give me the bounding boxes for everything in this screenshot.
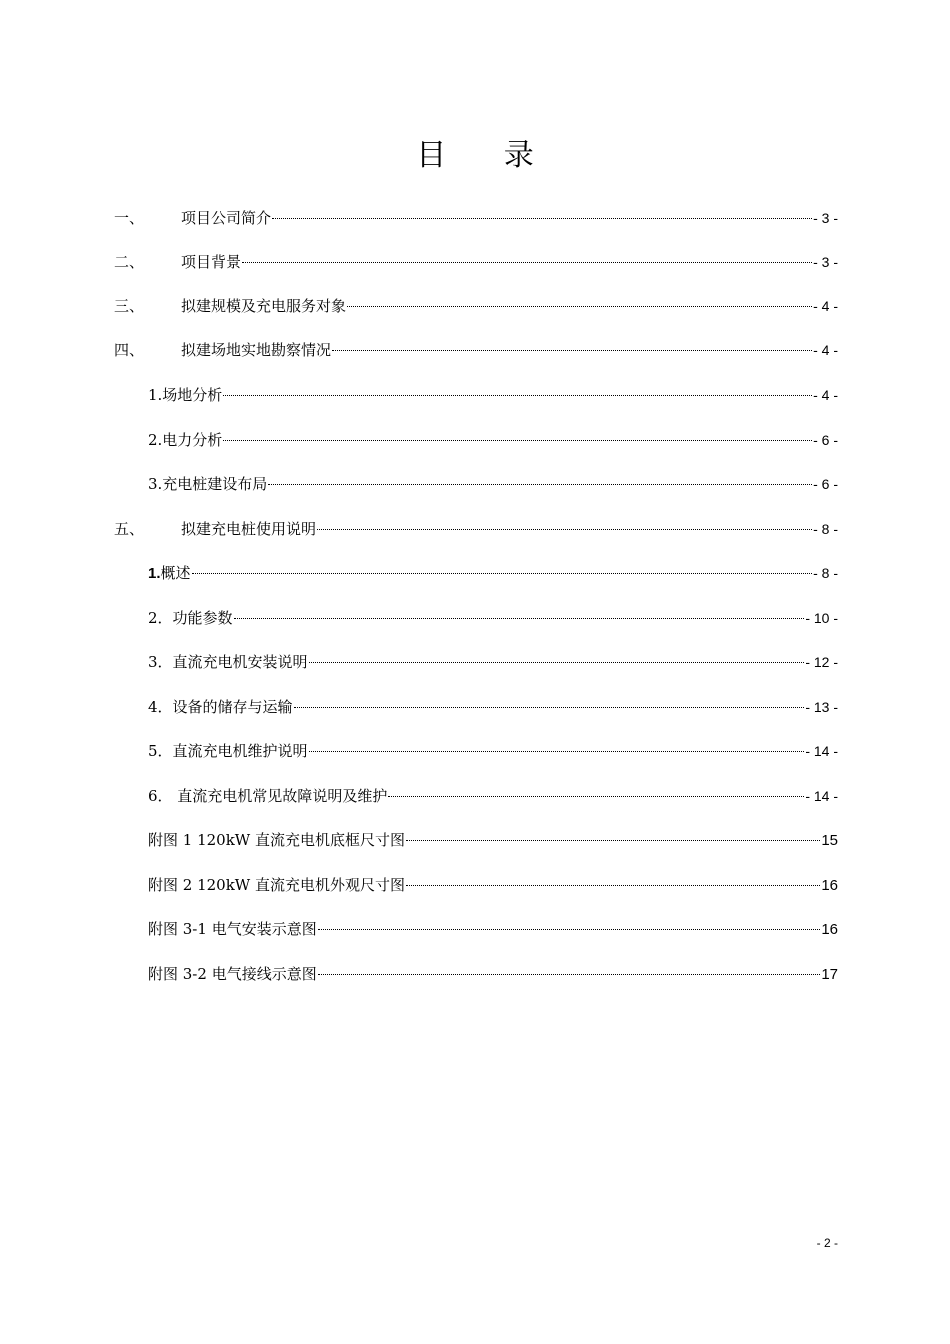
toc-entry[interactable] <box>0 650 950 674</box>
toc-entry-title: 4．设备的储存与运输 <box>148 698 293 716</box>
toc-leader-dots <box>318 973 821 975</box>
toc-entry-page: - 14 - <box>805 788 838 804</box>
toc-entry[interactable] <box>0 606 950 630</box>
toc-entry-number: 四、 <box>114 341 145 359</box>
toc-entry[interactable] <box>0 383 950 407</box>
toc-entry-title: 附图 3-1 电气安装示意图 <box>148 920 317 938</box>
toc-entry-title: 1.场地分析 <box>148 386 223 404</box>
toc-entry[interactable] <box>0 250 950 274</box>
toc-entry-page: - 4 - <box>813 298 838 314</box>
toc-entry-page: 16 <box>821 877 838 894</box>
toc-entry-title: 拟建规模及充电服务对象 <box>181 297 347 315</box>
toc-leader-dots <box>223 394 812 396</box>
toc-entry[interactable] <box>0 695 950 719</box>
toc-entry-page: - 8 - <box>813 521 838 537</box>
toc-leader-dots <box>406 884 820 886</box>
toc-leader-dots <box>318 928 821 930</box>
toc-leader-dots <box>309 750 805 752</box>
toc-entry[interactable] <box>0 962 950 986</box>
toc-entry[interactable] <box>0 784 950 808</box>
toc-entry-title: 3.充电桩建设布局 <box>148 475 268 493</box>
toc-entry-page: - 12 - <box>805 654 838 670</box>
toc-entry-title: 项目公司简介 <box>181 209 272 227</box>
toc-leader-dots <box>406 839 820 841</box>
page-title: 目 录 <box>416 138 558 173</box>
toc-leader-dots <box>388 795 804 797</box>
toc-entry-title: 6． 直流充电机常见故障说明及维护 <box>148 787 388 805</box>
toc-entry-title: 5．直流充电机维护说明 <box>148 742 308 760</box>
toc-leader-dots <box>192 572 813 574</box>
toc-leader-dots <box>294 706 805 708</box>
toc-entry[interactable] <box>0 517 950 541</box>
toc-entry-title: 拟建场地实地勘察情况 <box>181 341 332 359</box>
toc-leader-dots <box>317 528 812 530</box>
toc-entry[interactable] <box>0 206 950 230</box>
toc-leader-dots <box>347 305 812 307</box>
toc-entry-number: 一、 <box>114 209 145 227</box>
toc-entry-number-bold: 1. <box>148 565 161 582</box>
toc-entry-page: 15 <box>821 832 838 849</box>
toc-entry-page: 17 <box>821 966 838 983</box>
toc-entry-title: 附图 1 120kW 直流充电机底框尺寸图 <box>148 831 405 849</box>
toc-entry-title <box>148 561 191 586</box>
toc-leader-dots <box>332 349 812 351</box>
toc-leader-dots <box>309 661 805 663</box>
toc-entry-title: 附图 3-2 电气接线示意图 <box>148 965 317 983</box>
toc-entry-title: 拟建充电桩使用说明 <box>181 520 317 538</box>
toc-leader-dots <box>223 439 812 441</box>
toc-entry[interactable] <box>0 828 950 852</box>
toc-entry[interactable] <box>0 739 950 763</box>
toc-entry-number: 五、 <box>114 520 145 538</box>
toc-entry-page: - 3 - <box>813 210 838 226</box>
toc-entry-title: 2．功能参数 <box>148 609 233 627</box>
toc-leader-dots <box>272 217 812 219</box>
toc-leader-dots <box>242 261 812 263</box>
toc-entry-page: - 14 - <box>805 743 838 759</box>
toc-entry-page: - 4 - <box>813 342 838 358</box>
toc-entry-page: - 6 - <box>813 476 838 492</box>
toc-entry[interactable] <box>0 338 950 362</box>
toc-leader-dots <box>234 617 805 619</box>
toc-entry-title-text: 概述 <box>160 564 191 582</box>
toc-entry-title: 附图 2 120kW 直流充电机外观尺寸图 <box>148 876 405 894</box>
toc-entry-number: 三、 <box>114 297 145 315</box>
toc-entry[interactable] <box>0 428 950 452</box>
toc-entry-title: 3．直流充电机安装说明 <box>148 653 308 671</box>
toc-entry[interactable] <box>0 917 950 941</box>
toc-entry-page: - 13 - <box>805 699 838 715</box>
toc-entry[interactable] <box>0 294 950 318</box>
toc-entry-page: - 6 - <box>813 432 838 448</box>
toc-entry-page: - 3 - <box>813 254 838 270</box>
page-number: - 2 - <box>816 1236 838 1250</box>
toc-entry-page: - 4 - <box>813 387 838 403</box>
toc-entry[interactable] <box>0 873 950 897</box>
toc-entry-title: 2.电力分析 <box>148 431 223 449</box>
toc-entry-title: 项目背景 <box>181 253 242 271</box>
toc-entry-page: 16 <box>821 921 838 938</box>
toc-entry-page: - 8 - <box>813 565 838 581</box>
toc-entry-page: - 10 - <box>805 610 838 626</box>
toc-entry-number: 二、 <box>114 253 145 271</box>
toc-leader-dots <box>268 483 812 485</box>
toc-entry[interactable] <box>0 472 950 496</box>
toc-entry[interactable] <box>0 561 950 585</box>
